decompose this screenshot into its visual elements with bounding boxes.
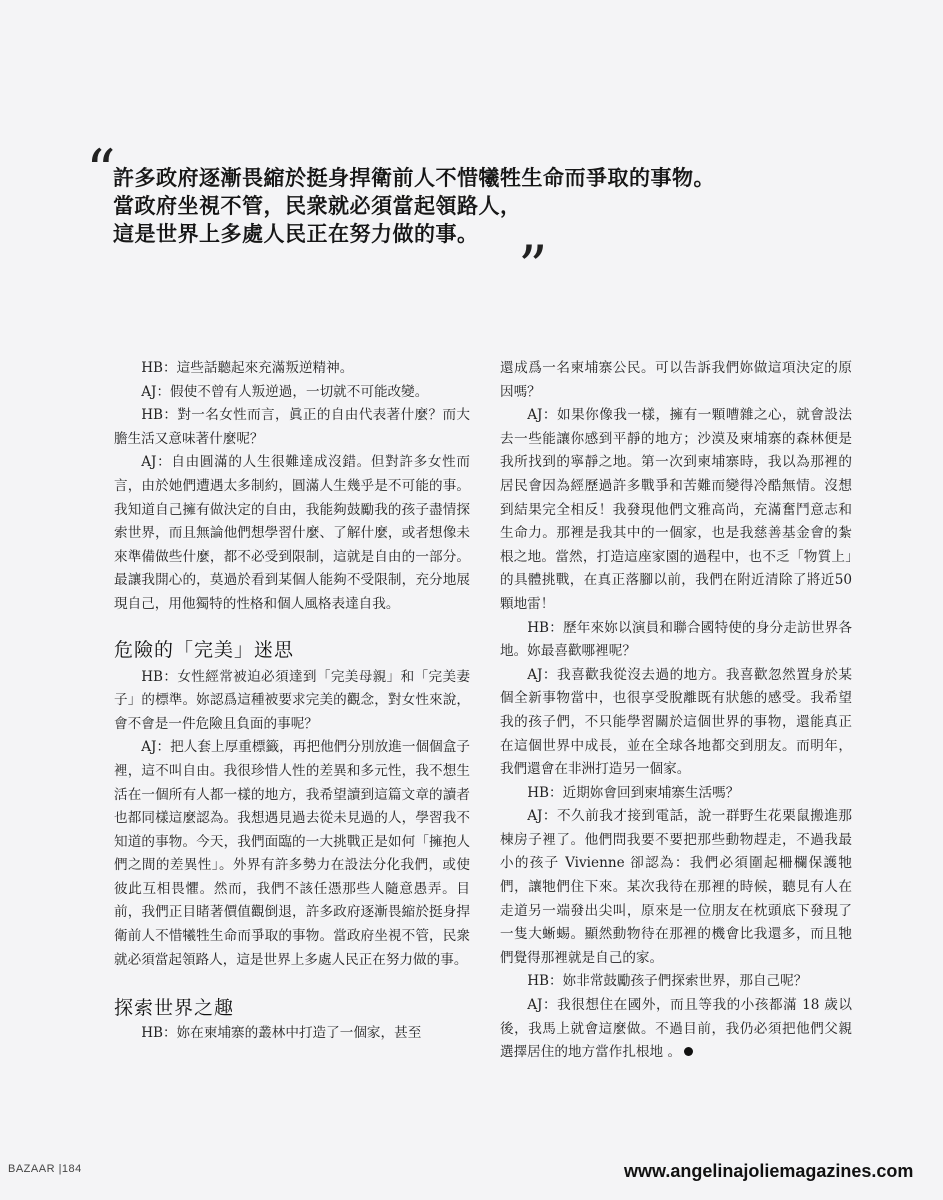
right-column [500, 357, 852, 1065]
close-quote-mark: ” [518, 233, 548, 301]
interview-paragraph: AJ：我喜歡我從沒去過的地方。我喜歡忽然置身於某個全新事物當中，也很享受脫離既有狀態的感受。我希望我的孩子們，不只能學習關於這個世界的事物，還能真正在這個世界中成長，並在全球各地都交到朋友。而明年，我們還會在非洲打造另一個家。 [500, 666, 852, 778]
interview-paragraph: AJ：自由圓滿的人生很難達成沒錯。但對許多女性而言，由於她們遭遇太多制約，圓滿人生幾乎是不可能的事。我知道自己擁有做決定的自由，我能夠鼓勵我的孩子盡情探索世界，而且無論他們想學習什麼、了解什麼，或者想像未來準備做些什麼，都不必受到限制，這就是自由的一部分。最讓我開心的，莫過於看到某個人能夠不受限制，充分地展現自己，用他獨特的性格和個人風格表達自我。 [114, 454, 470, 612]
pull-quote-line: 當政府坐視不管，民衆就必須當起領路人， [113, 194, 522, 218]
open-quote-mark: “ [86, 137, 116, 205]
watermark-url: www.angelinajoliemagazines.com [624, 1161, 914, 1181]
pull-quote-line: 許多政府逐漸畏縮於挺身捍衛前人不惜犧牲生命而爭取的事物。 [113, 166, 715, 190]
interview-paragraph: HB：妳在柬埔寨的叢林中打造了一個家，甚至 [141, 1025, 422, 1042]
left-column [114, 357, 470, 1046]
final-paragraph-text: AJ：我很想住在國外，而且等我的小孩都滿 18 歲以後，我馬上就會這麼做。不過目前，我仍必須把他們父親選擇居住的地方當作扎根地 。 [500, 997, 852, 1061]
interview-paragraph: 還成爲一名柬埔寨公民。可以告訴我們妳做這項決定的原因嗎？ [500, 360, 852, 400]
interview-paragraph: AJ：如果你像我一樣，擁有一顆嘈雜之心，就會設法去一些能讓你感到平靜的地方；沙漠及柬埔寨的森林便是我所找到的寧靜之地。第一次到柬埔寨時，我以為那裡的居民會因為經歷過許多戰爭和苦難而變得冷酷無情。沒想到結果完全相反！我發現他們文雅高尚，充滿奮鬥意志和生命力。那裡是我其中的一個家，也是我慈善基金會的紮根之地。當然，打造這座家園的過程中，也不乏「物質上」的具體挑戰，在真正落腳以前，我們在附近清除了將近50顆地雷！ [500, 407, 852, 612]
pull-quote-text [113, 164, 715, 248]
interview-paragraph: HB：歷年來妳以演員和聯合國特使的身分走訪世界各地。妳最喜歡哪裡呢？ [500, 619, 852, 660]
pull-quote-line: 這是世界上多處人民正在努力做的事。 [113, 222, 479, 246]
interview-paragraph: AJ：假使不曾有人叛逆過，一切就不可能改變。 [141, 383, 429, 400]
interview-paragraph: HB：這些話聽起來充滿叛逆精神。 [141, 360, 354, 376]
interview-paragraph: AJ：不久前我才接到電話，說一群野生花栗鼠搬進那棟房子裡了。他們問我要不要把那些動物趕走，不過我最小的孩子 Vivienne 卻認為：我們必須圍起柵欄保護牠們，讓牠們住下來。某次我待在那裡的時候，聽見有人在走道另一端發出尖叫，原來是一位朋友在枕頭底下發現了一隻大蜥蜴。顯然動物待在那裡的機會比我還多，而且牠們覺得那裡就是自己的家。 [500, 808, 852, 966]
interview-paragraph: HB：近期妳會回到柬埔寨生活嗎？ [527, 784, 740, 801]
interview-paragraph: AJ：把人套上厚重標籤，再把他們分別放進一個個盒子裡，這不叫自由。我很珍惜人性的差異和多元性，我不想生活在一個所有人都一樣的地方，我希望讀到這篇文章的讀者也都同樣這麼認為。我想遇見過去從未見過的人，學習我不知道的事物。今天，我們面臨的一大挑戰正是如何「擁抱人們之間的差異性」。外界有許多勢力在設法分化我們，或使彼此互相畏懼。然而，我們不該任憑那些人隨意愚弄。目前，我們正目睹著價值觀倒退，許多政府逐漸畏縮於挺身捍衛前人不惜犧牲生命而爭取的事物。當政府坐視不管，民衆就必須當起領路人，這是世界上多處人民正在努力做的事。 [114, 739, 470, 968]
interview-paragraph: HB：對一名女性而言，眞正的自由代表著什麼？而大膽生活又意味著什麼呢？ [114, 407, 470, 447]
section-heading-perfection-myth: 危險的「完美」迷思 [114, 638, 295, 661]
page-folio: BAZAAR |184 [8, 1163, 82, 1175]
interview-paragraph: HB：女性經常被迫必須達到「完美母親」和「完美妻子」的標準。妳認爲這種被要求完美的觀念，對女性來說，會不會是一件危險且負面的事呢？ [114, 668, 470, 732]
section-heading-explore-world: 探索世界之趣 [114, 997, 235, 1020]
end-mark-icon [684, 1047, 693, 1056]
final-paragraph [500, 994, 852, 1065]
interview-paragraph: HB：妳非常鼓勵孩子們探索世界，那自己呢？ [527, 973, 808, 990]
